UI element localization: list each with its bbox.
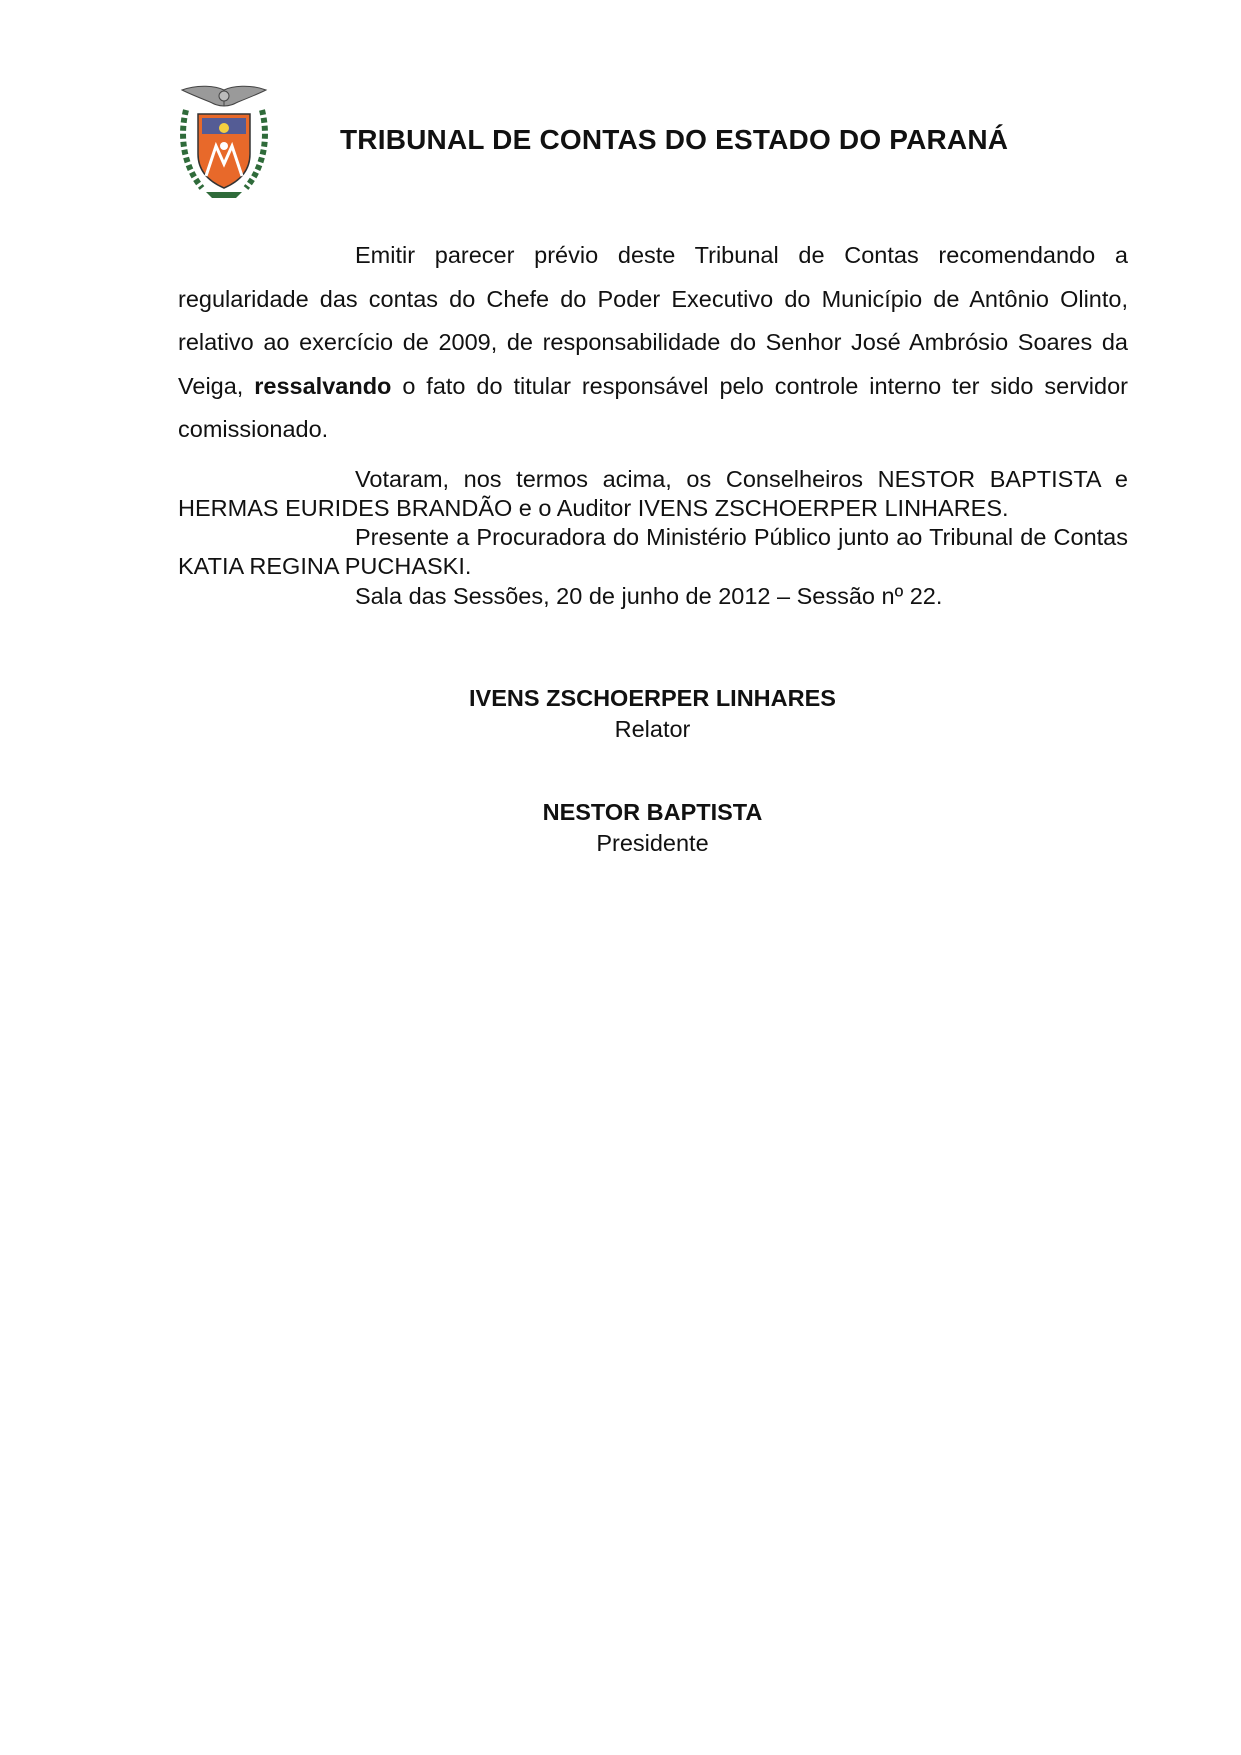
signature-block-president: [0, 797, 1241, 859]
prosecutor-paragraph: [178, 523, 1128, 581]
signatory-role: Presidente: [596, 830, 709, 856]
signature-block-relator: [0, 683, 1241, 745]
decision-text-start: Emitir parecer prévio deste Tribunal de Contas recomendando a regularidade das contas do Chefe do Poder Executivo do Município de Antônio Olinto, relativo ao exercício de 2009, de responsabilidade do Senhor José Ambrósio Soares da Veiga,: [178, 242, 1128, 399]
signatory-role: Relator: [614, 716, 691, 742]
votes-paragraph: [178, 465, 1128, 523]
decision-emphasis: ressalvando: [254, 372, 392, 399]
decision-text-end: o fato do titular responsável pelo controle interno ter sido servidor comissionado.: [178, 372, 1128, 442]
document-title: TRIBUNAL DE CONTAS DO ESTADO DO PARANÁ: [340, 124, 1009, 155]
votes-text: Votaram, nos termos acima, os Conselheiros NESTOR BAPTISTA e HERMAS EURIDES BRANDÃO e o Auditor IVENS ZSCHOERPER LINHARES.: [178, 466, 1128, 521]
signatory-name: NESTOR BAPTISTA: [542, 799, 763, 825]
prosecutor-text: Presente a Procuradora do Ministério Público junto ao Tribunal de Contas KATIA REGINA PUCHASKI.: [178, 524, 1128, 579]
signatory-name: IVENS ZSCHOERPER LINHARES: [469, 685, 836, 711]
decision-paragraph: [178, 234, 1128, 452]
session-date-line: Sala das Sessões, 20 de junho de 2012 – Sessão nº 22.: [355, 583, 943, 609]
parana-coat-of-arms-icon: [176, 84, 272, 202]
